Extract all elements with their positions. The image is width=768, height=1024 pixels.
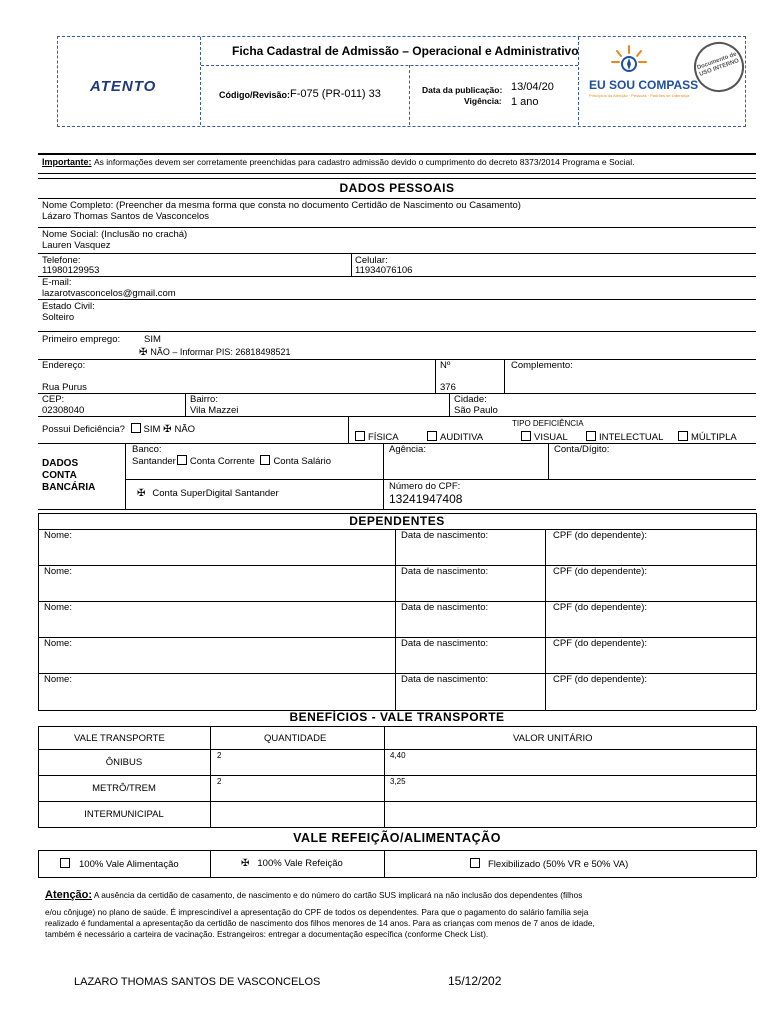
dependent-cpf-label: CPF (do dependente): [553,674,648,685]
dependent-cpf-label: CPF (do dependente): [553,530,648,541]
dependent-name-label: Nome: [44,638,72,649]
transport-col-value: VALOR UNITÁRIO [513,733,593,744]
transport-title: BENEFÍCIOS - VALE TRANSPORTE [289,710,505,724]
meal-section [38,830,756,848]
checked-box-icon: ✠ [139,347,148,358]
city-label: Cidade: [454,394,487,405]
important-note: Importante: As informações devem ser corretamente preenchidas para cadastro admissão devido o cumprimento do decreto 8373/2014 Programa e Social. [42,157,635,167]
dependents-title: DEPENDENTES [349,514,445,528]
phone-value[interactable]: 11980129953 [42,265,100,276]
cep-label: CEP: [42,394,65,405]
meal-option-meal[interactable]: ✠ 100% Vale Refeição [241,858,343,869]
attention-line-1: Atenção: A ausência da certidão de casamento, de nascimento e do número do cartão SUS implicará na não inclusão dos dependentes (filhos [45,889,583,901]
bank-title-2: CONTA [42,470,77,481]
email-label: E-mail: [42,277,72,288]
transport-section [38,710,756,726]
dependent-cpf-label: CPF (do dependente): [553,602,648,613]
compass-tagline: Princípios da Atenção · Pessoas · Padrões de Liderança [589,93,689,98]
dependent-birth-label: Data de nascimento: [401,566,489,577]
dependent-row [38,637,756,673]
disability-type-fisica[interactable]: FÍSICA [355,431,399,443]
first-job-no-option[interactable]: ✠ NÃO – Informar PIS: 26818498521 [139,347,291,358]
meal-title: VALE REFEIÇÃO/ALIMENTAÇÃO [293,831,501,845]
full-name-value[interactable]: Lázaro Thomas Santos de Vasconcelos [42,211,210,222]
dependent-cpf-label: CPF (do dependente): [553,638,648,649]
disability-type-visual[interactable]: VISUAL [521,431,568,443]
bank-label: Banco: [132,444,162,455]
disability-type-auditiva[interactable]: AUDITIVA [427,431,483,443]
internal-use-stamp: Documento de USO INTERNO [687,35,751,99]
dependent-row [38,673,756,709]
dependents-section [38,513,756,529]
cpf-label: Número do CPF: [389,481,461,492]
compass-icon [608,42,650,76]
complement-label: Complemento: [511,360,573,371]
dependent-name-label: Nome: [44,566,72,577]
transport-value[interactable]: 4,40 [390,751,406,760]
disability-type-intelectual[interactable]: INTELECTUAL [586,431,663,443]
attention-line-3: realizado é fundamental a apresentação da certidão de nascimento dos filhos menores de 14 anos. Para as crianças com menos de 7 anos de idade, [45,918,595,928]
dependent-name-label: Nome: [44,602,72,613]
signature-date: 15/12/202 [448,974,502,988]
number-value[interactable]: 376 [440,382,456,393]
bank-title-1: DADOS [42,458,79,469]
transport-qty[interactable]: 2 [217,751,222,760]
dependent-birth-label: Data de nascimento: [401,530,489,541]
code-label: Código/Revisão: [219,90,291,100]
number-label: Nº [440,360,451,371]
address-label: Endereço: [42,360,86,371]
vig-value: 1 ano [511,96,539,108]
attention-line-4: também é necessário a carteira de vacinação. Estrangeiros: entregar a documentação específica (conforme Check List). [45,929,489,939]
superdigital-option[interactable]: ✠ Conta SuperDigital Santander [137,488,279,499]
vig-label: Vigência: [464,96,502,106]
checked-box-icon[interactable]: ✠ [163,424,172,435]
address-value[interactable]: Rua Purus [42,382,87,393]
cell-value[interactable]: 11934076106 [355,265,413,276]
transport-qty[interactable]: 2 [217,777,222,786]
transport-row [38,775,756,801]
transport-row [38,749,756,775]
first-job-yes[interactable]: SIM [144,334,161,345]
district-label: Bairro: [190,394,218,405]
email-value[interactable]: lazarotvasconcelos@gmail.com [42,288,176,299]
dependent-name-label: Nome: [44,674,72,685]
full-name-label: Nome Completo: (Preencher da mesma forma que consta no documento Certidão de Nascimento ou Casamento) [42,200,521,211]
form-title: Ficha Cadastral de Admissão – Operacional e Administrativo [232,44,579,58]
phone-label: Telefone: [42,255,81,266]
compass-logo-text: EU SOU COMPASS [589,78,699,92]
dependent-birth-label: Data de nascimento: [401,674,489,685]
transport-col-type: VALE TRANSPORTE [74,733,165,744]
cpf-value[interactable]: 13241947408 [389,492,463,506]
pub-value: 13/04/20 [511,81,554,93]
dependent-row [38,601,756,637]
civil-label: Estado Civil: [42,301,95,312]
first-job-label: Primeiro emprego: [42,334,121,345]
signature-name: LAZARO THOMAS SANTOS DE VASCONCELOS [74,976,321,988]
pub-label: Data da publicação: [422,85,503,95]
dependent-row [38,529,756,565]
bank-options[interactable]: Santander Conta Corrente Conta Salário [132,456,331,467]
checked-box-icon: ✠ [241,858,250,869]
social-name-value[interactable]: Lauren Vasquez [42,240,111,251]
transport-type: INTERMUNICIPAL [84,809,164,820]
attention-line-2: e/ou cônjuge) no plano de saúde. É imprescindível a apresentação do CPF de todos os dependentes. Para que o pagamento do salário família seja [45,907,589,917]
meal-option-food[interactable]: 100% Vale Alimentação [60,858,179,870]
transport-col-qty: QUANTIDADE [264,733,327,744]
transport-type: METRÔ/TREM [92,783,156,794]
dependent-row [38,565,756,601]
dependent-cpf-label: CPF (do dependente): [553,566,648,577]
disability-yes-checkbox[interactable] [131,423,141,433]
meal-option-flex[interactable]: Flexibilizado (50% VR e 50% VA) [470,858,628,870]
cell-label: Celular: [355,255,388,266]
checked-box-icon: ✠ [137,488,146,499]
transport-value[interactable]: 3,25 [390,777,406,786]
district-value[interactable]: Vila Mazzei [190,405,239,416]
transport-type: ÔNIBUS [105,757,143,768]
bank-title-3: BANCÁRIA [42,482,96,493]
code-value: F-075 (PR-011) 33 [290,88,381,100]
disability-question: Possui Deficiência? SIM ✠ NÃO [42,424,196,435]
account-label: Conta/Dígito: [554,444,610,455]
transport-row [38,801,756,827]
disability-type-label: TIPO DEFICIÊNCIA [512,419,584,428]
dependent-name-label: Nome: [44,530,72,541]
agency-label: Agência: [389,444,426,455]
city-value[interactable]: São Paulo [454,405,498,416]
cep-value[interactable]: 02308040 [42,405,85,416]
dependent-birth-label: Data de nascimento: [401,602,489,613]
social-name-label: Nome Social: (Inclusão no crachá) [42,229,188,240]
dependent-birth-label: Data de nascimento: [401,638,489,649]
disability-type-multipla[interactable]: MÚLTIPLA [678,431,737,443]
civil-value[interactable]: Solteiro [42,312,75,323]
personal-title: DADOS PESSOAIS [339,181,455,195]
atento-logo: ATENTO [90,78,157,95]
